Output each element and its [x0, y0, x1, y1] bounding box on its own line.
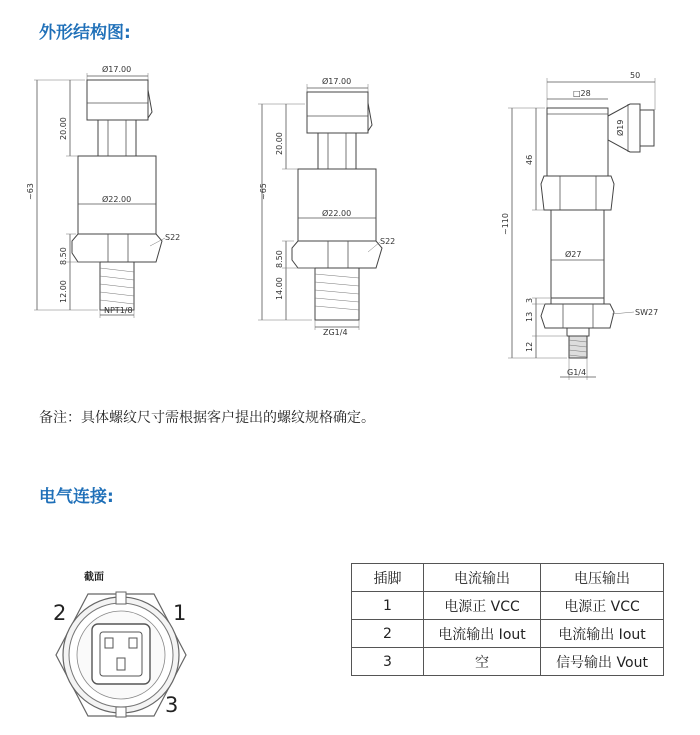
table-header-row	[352, 564, 664, 592]
table-cell: 1	[352, 592, 424, 620]
d3-width: 50	[630, 71, 641, 80]
d3-body-dia: Ø27	[565, 250, 582, 259]
d3-thread: G1/4	[567, 368, 587, 377]
d2-top-dia: Ø17.00	[322, 77, 352, 86]
table-row	[352, 648, 664, 676]
electrical-heading: 电气连接:	[39, 487, 114, 507]
pin-3-contact	[117, 658, 125, 670]
header-current: 电流输出	[424, 564, 541, 592]
connector-caption: 截面	[84, 572, 104, 583]
d3-square: □28	[573, 89, 591, 98]
header-voltage: 电压输出	[541, 564, 664, 592]
d2-body-dia: Ø22.00	[322, 209, 352, 218]
d1-h-thread: 12.00	[59, 280, 68, 303]
table-cell: 2	[352, 620, 424, 648]
d1-top-dia: Ø17.00	[102, 65, 132, 74]
d1-thread: NPT1/8	[104, 306, 133, 315]
table-cell: 电流输出 Iout	[424, 620, 541, 648]
d1-h-top: 20.00	[59, 117, 68, 140]
d3-h-thread: 12	[525, 341, 534, 352]
note-text: 备注：具体螺纹尺寸需根据客户提出的螺纹规格确定。	[39, 410, 375, 426]
d1-h-total: ~63	[26, 183, 35, 200]
d3-h-a: 3	[525, 297, 534, 303]
d3-hex: SW27	[635, 308, 659, 317]
table-cell: 电源正 VCC	[424, 592, 541, 620]
table-row	[352, 592, 664, 620]
drawing-1	[26, 64, 180, 318]
table-row	[352, 620, 664, 648]
pin-label-3: 3	[165, 693, 179, 717]
d2-thread: ZG1/4	[323, 328, 348, 337]
d3-h-total: ~110	[501, 213, 510, 235]
drawing-3	[501, 71, 658, 380]
d3-h-b: 13	[525, 311, 534, 322]
pin-label-1: 1	[173, 601, 187, 625]
table-cell: 信号输出 Vout	[541, 648, 664, 676]
d2-h-total: ~65	[259, 183, 268, 200]
header-pin: 插脚	[352, 564, 424, 592]
d2-hex: S22	[380, 237, 396, 246]
pinout-table	[351, 563, 664, 676]
outline-heading: 外形结构图:	[39, 23, 131, 43]
pin-label-2: 2	[53, 601, 67, 625]
d2-h-thread: 14.00	[275, 277, 284, 300]
drawing-2	[258, 76, 395, 337]
d2-h-top: 20.00	[275, 132, 284, 155]
d1-hex: S22	[165, 233, 181, 242]
d3-h-top: 46	[525, 154, 534, 165]
d1-body-dia: Ø22.00	[102, 195, 132, 204]
table-cell: 电源正 VCC	[541, 592, 664, 620]
table-cell: 空	[424, 648, 541, 676]
pin-2-contact	[105, 638, 113, 648]
d1-h-hex: 8.50	[59, 247, 68, 265]
d2-h-hex: 8.50	[275, 250, 284, 268]
table-cell: 电流输出 Iout	[541, 620, 664, 648]
table-cell: 3	[352, 648, 424, 676]
pin-1-contact	[129, 638, 137, 648]
d3-cable: Ø19	[616, 119, 625, 136]
connector-face	[53, 570, 186, 717]
